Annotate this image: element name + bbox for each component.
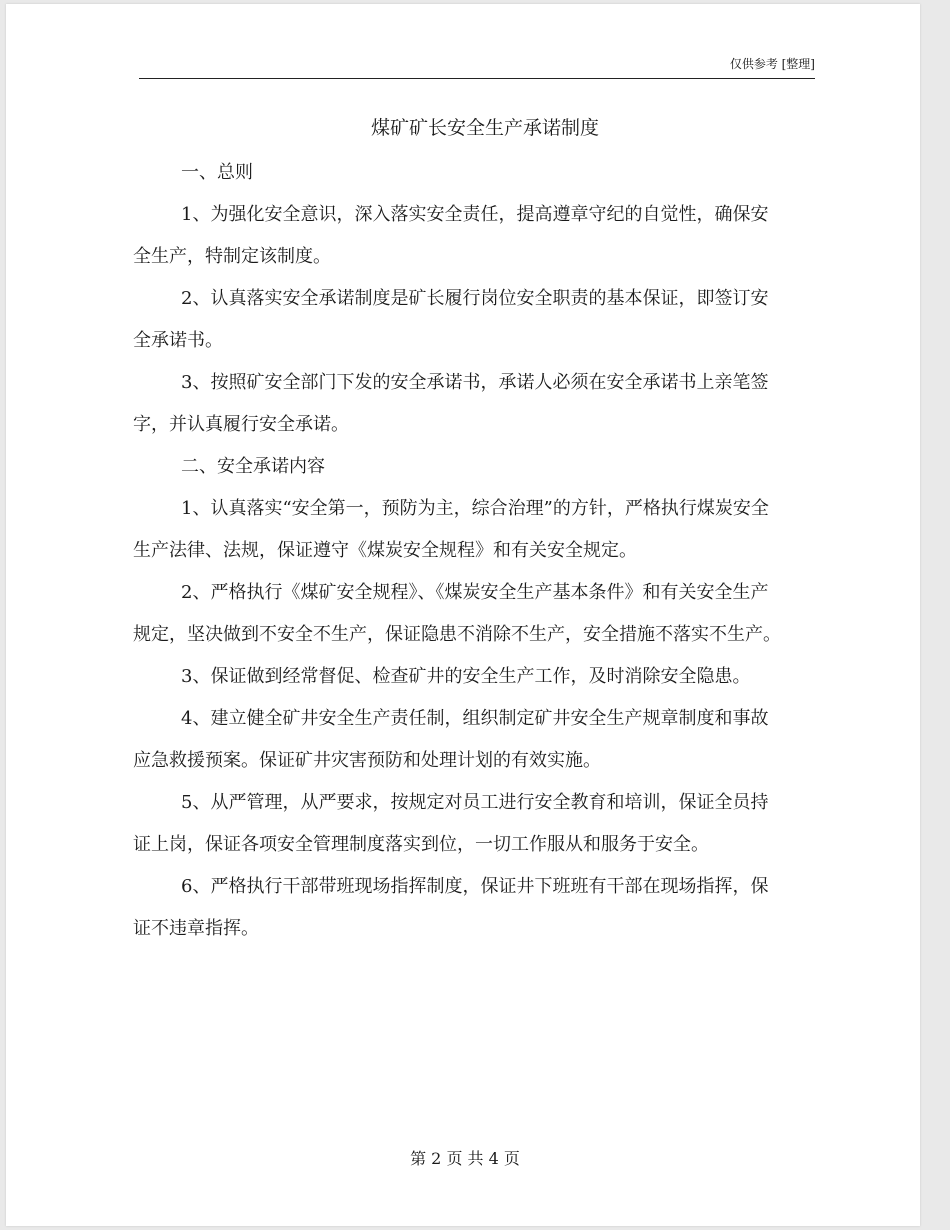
page-footer — [0, 1147, 930, 1171]
page-number: 第 2 页 共 4 页 — [410, 1149, 520, 1168]
paragraph-commitment-2: 2、严格执行《煤矿安全规程》、《煤炭安全生产基本条件》和有关安全生产规定，坚决做到不安全不生产，保证隐患不消除不生产，安全措施不落实不生产。 — [133, 582, 781, 645]
document-title: 煤矿矿长安全生产承诺制度 — [370, 117, 599, 139]
paragraph-commitment-6: 6、严格执行干部带班现场指挥制度，保证井下班班有干部在现场指挥，保证不违章指挥。 — [133, 876, 769, 939]
section-heading-general: 一、总则 — [181, 162, 253, 183]
paragraph-commitment-5: 5、从严管理，从严要求，按规定对员工进行安全教育和培训，保证全员持证上岗，保证各项安全管理制度落实到位，一切工作服从和服务于安全。 — [133, 792, 769, 855]
page-header — [139, 56, 815, 79]
paragraph-general-2: 2、认真落实安全承诺制度是矿长履行岗位安全职责的基本保证，即签订安全承诺书。 — [133, 288, 769, 351]
section-heading-commitments: 二、安全承诺内容 — [181, 456, 325, 477]
header-note: 仅供参考 [整理] — [729, 57, 815, 71]
paragraph-general-1: 1、为强化安全意识，深入落实安全责任，提高遵章守纪的自觉性，确保安全生产，特制定该制度。 — [133, 204, 769, 267]
paragraph-general-3: 3、按照矿安全部门下发的安全承诺书，承诺人必须在安全承诺书上亲笔签字，并认真履行安全承诺。 — [133, 372, 769, 435]
paragraph-commitment-3: 3、保证做到经常督促、检查矿井的安全生产工作，及时消除安全隐患。 — [181, 666, 751, 687]
paragraph-commitment-1: 1、认真落实“安全第一，预防为主，综合治理”的方针，严格执行煤炭安全生产法律、法规，保证遵守《煤炭安全规程》和有关安全规定。 — [133, 498, 769, 561]
paragraph-commitment-4: 4、建立健全矿井安全生产责任制，组织制定矿井安全生产规章制度和事故应急救援预案。保证矿井灾害预防和处理计划的有效实施。 — [133, 708, 769, 771]
document-body — [133, 152, 785, 950]
